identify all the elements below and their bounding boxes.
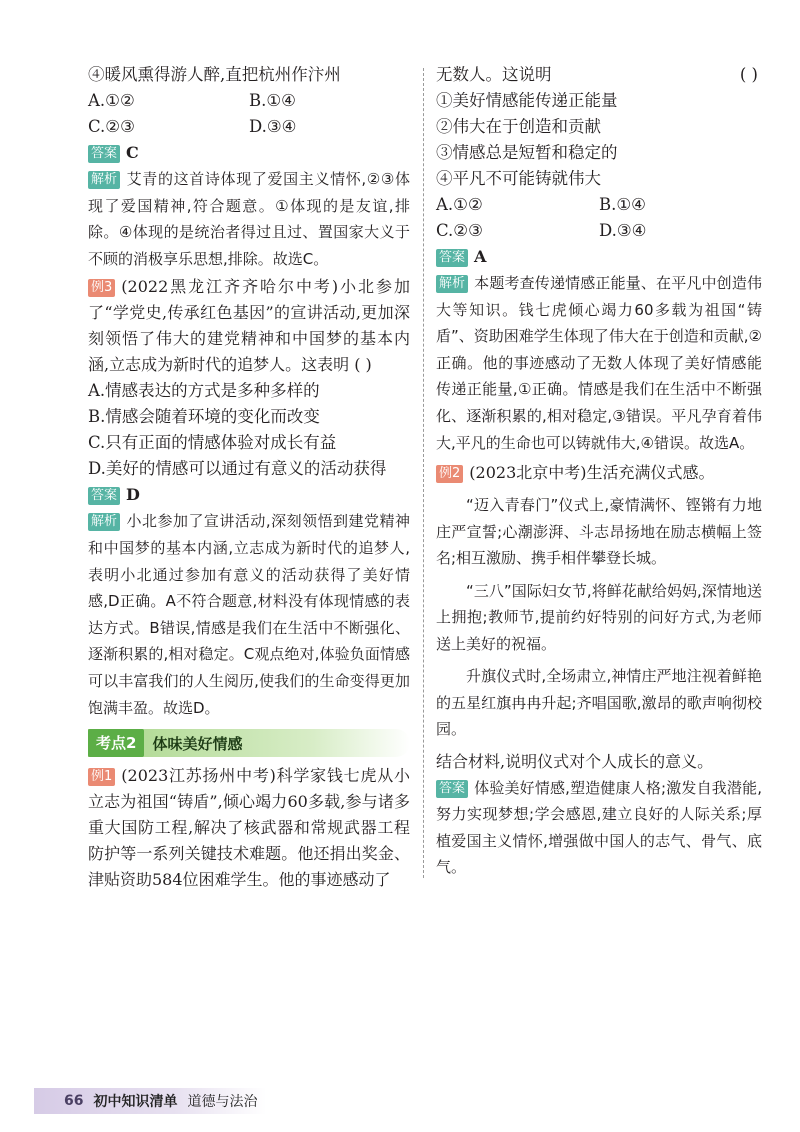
ex1-continue-text: 无数人。这说明 — [436, 65, 552, 84]
key-point-label: 考点2 — [88, 729, 144, 757]
answer-value: D — [126, 485, 140, 505]
example-tag: 例2 — [436, 465, 463, 483]
explanation-tag: 解析 — [88, 171, 120, 189]
example-tag: 例1 — [88, 768, 115, 786]
example-3-text: (2022黑龙江齐齐哈尔中考)小北参加了“学党史,传承红色基因”的宣讲活动,更加深刻领悟了伟大的建党精神和中国梦的基本内涵,立志成为新时代的追梦人。这表明 — [88, 277, 410, 375]
ex1-continue — [436, 62, 762, 88]
ex1-statement-4: ④平凡不可能铸就伟大 — [436, 169, 601, 188]
ex1-statement-3: ③情感总是短暂和稳定的 — [436, 143, 618, 162]
example-1-text: (2023江苏扬州中考)科学家钱七虎从小立志为祖国“铸盾”,倾心竭力60多载,参与诸多重大国防工程,解决了核武器和常规武器工程防护等一系列关键技术难题。他还捐出奖金、津贴资助584位困难学生。他的事迹感动了 — [88, 766, 410, 890]
ex1-statement-1: ①美好情感能传递正能量 — [436, 91, 618, 110]
q1-option-d: D.③④ — [249, 117, 297, 136]
q1-options-row-2 — [88, 114, 410, 140]
ex2-passage-2: “三八”国际妇女节,将鲜花献给妈妈,深情地送上拥抱;教师节,提前约好特别的问好方式,为老师送上美好的祝福。 — [436, 581, 762, 653]
answer-text: 体验美好情感,塑造健康人格;激发自我潜能,努力实现梦想;学会感恩,建立良好的人际关系;厚植爱国主义情怀,增强做中国人的志气、骨气、底气。 — [436, 778, 762, 877]
ex3-option-a: A.情感表达的方式是多种多样的 — [88, 381, 320, 401]
ex1-explanation — [436, 270, 762, 456]
explanation-tag: 解析 — [88, 513, 120, 531]
column-divider — [423, 68, 424, 878]
answer-bracket: ( ) — [739, 65, 758, 84]
example-3 — [88, 274, 410, 378]
option-4-line: ④暖风熏得游人醉,直把杭州作汴州 — [88, 65, 341, 84]
answer-value: A — [474, 247, 487, 266]
explanation-text: 小北参加了宣讲活动,深刻领悟到建党精神和中国梦的基本内涵,立志成为新时代的追梦人,表明小北通过参加有意义的活动获得了美好情感,D正确。A不符合题意,材料没有体现情感的表达方式。B错误,情感是我们在生活中不断强化、逐渐积累的,相对稳定。C观点绝对,体验负面情感可以丰富我们的人生阅历,使我们的生命变得更加饱满丰盈。故选D。 — [88, 512, 410, 717]
answer-bracket: ( ) — [354, 355, 372, 375]
answer-tag: 答案 — [88, 145, 120, 163]
q1-option-b: B.①④ — [249, 91, 296, 110]
example-1 — [88, 763, 410, 893]
ex1-options-row-1 — [436, 192, 762, 218]
answer-tag: 答案 — [436, 780, 468, 798]
q1-options-row-1 — [88, 88, 410, 114]
book-title: 初中知识清单 — [93, 1094, 178, 1110]
ex3-option-b: B.情感会随着环境的变化而改变 — [88, 407, 320, 427]
example-tag: 例3 — [88, 279, 115, 297]
ex2-passage-3: 升旗仪式时,全场肃立,神情庄严地注视着鲜艳的五星红旗冉冉升起;齐唱国歌,激昂的歌声响彻校园。 — [436, 667, 762, 739]
ex1-statement-2: ②伟大在于创造和贡献 — [436, 117, 601, 136]
explanation-tag: 解析 — [436, 275, 468, 293]
example-2-text: (2023北京中考)生活充满仪式感。 — [469, 463, 715, 483]
example-2 — [436, 460, 762, 486]
left-column — [88, 62, 410, 893]
ex1-option-a: A.①② — [436, 195, 483, 214]
ex2-question: 结合材料,说明仪式对个人成长的意义。 — [436, 751, 714, 771]
ex3-option-c: C.只有正面的情感体验对成长有益 — [88, 433, 337, 453]
page-number: 66 — [64, 1093, 84, 1109]
ex1-option-c: C.②③ — [436, 221, 483, 240]
explanation-text: 本题考查传递情感正能量、在平凡中创造伟大等知识。钱七虎倾心竭力60多载为祖国“铸盾”、资助困难学生体现了伟大在于创造和贡献,②正确。他的事迹感动了无数人体现了美好情感能传递正能量,①正确。情感是我们在生活中不断强化、逐渐积累的,相对稳定,③错误。平凡孕育着伟大,平凡的生命也可以铸就伟大,④错误。故选A。 — [436, 274, 762, 452]
answer-tag: 答案 — [436, 249, 468, 267]
explanation-text: 艾青的这首诗体现了爱国主义情怀,②③体现了爱国精神,符合题意。①体现的是友谊,排除。④体现的是统治者得过且过、置国家大义于不顾的消极享乐思想,排除。故选C。 — [88, 170, 410, 268]
ex1-option-d: D.③④ — [599, 221, 647, 240]
answer-value: C — [126, 143, 139, 162]
subject-name: 道德与法治 — [187, 1094, 258, 1110]
key-point-header — [88, 729, 410, 757]
ex1-option-b: B.①④ — [599, 195, 646, 214]
q1-option-c: C.②③ — [88, 117, 135, 136]
ex3-explanation — [88, 508, 410, 721]
answer-tag: 答案 — [88, 487, 120, 505]
ex2-answer — [436, 775, 762, 881]
ex2-passage-1: “迈入青春门”仪式上,豪情满怀、铿锵有力地庄严宣誓;心潮澎湃、斗志昂扬地在励志横幅上签名;相互激励、携手相伴攀登长城。 — [436, 496, 762, 568]
ex3-answer — [88, 482, 410, 508]
q1-answer — [88, 140, 410, 166]
ex1-options-row-2 — [436, 218, 762, 244]
key-point-title: 体味美好情感 — [152, 734, 243, 753]
q1-explanation — [88, 166, 410, 272]
right-column — [436, 62, 762, 881]
ex3-option-d: D.美好的情感可以通过有意义的活动获得 — [88, 459, 387, 479]
q1-option-a: A.①② — [88, 91, 135, 110]
ex1-answer — [436, 244, 762, 270]
page-footer — [34, 1088, 344, 1114]
